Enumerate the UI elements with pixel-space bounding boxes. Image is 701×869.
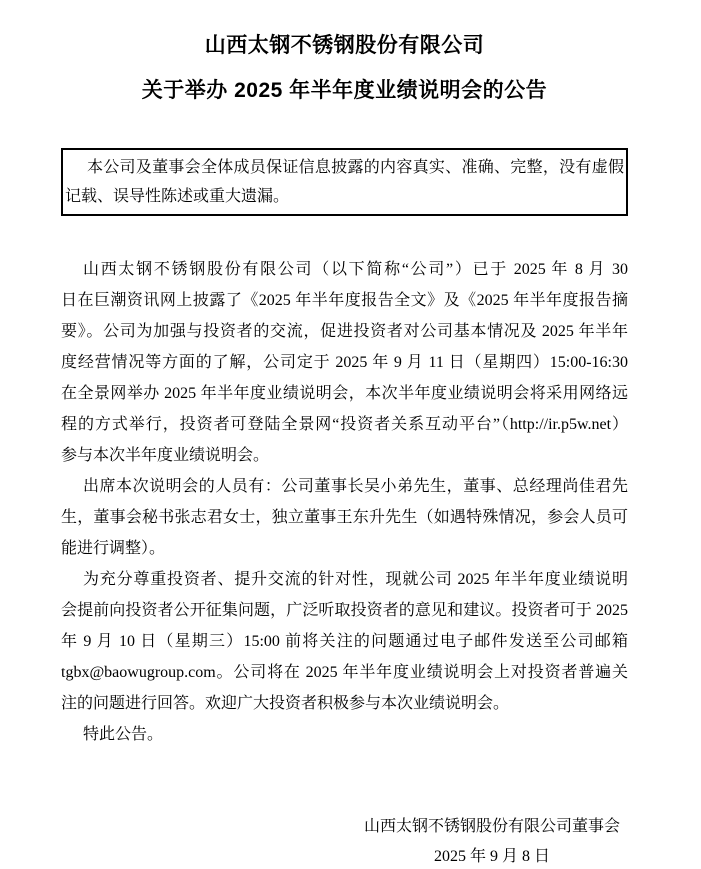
signature-company: 山西太钢不锈钢股份有限公司董事会 <box>363 818 620 835</box>
document-title: 山西太钢不锈钢股份有限公司 <box>204 34 485 57</box>
disclaimer-box <box>61 148 628 216</box>
paragraph-1-line-7: 参与本次半年度业绩说明会。 <box>61 447 270 464</box>
paragraph-1-line-2: 日在巨潮资讯网上披露了《2025 年半年度报告全文》及《2025 年半年度报告摘 <box>61 292 628 309</box>
paragraph-1-line-4: 度经营情况等方面的了解，公司定于 2025 年 9 月 11 日（星期四）15:00-16:30 <box>61 354 628 371</box>
paragraph-2-line-3: 能进行调整）。 <box>61 540 166 557</box>
signature-block <box>364 812 620 869</box>
disclaimer-line-1: 本公司及董事会全体成员保证信息披露的内容真实、准确、完整，没有虚假 <box>87 159 624 176</box>
paragraph-1-line-5: 在全景网举办 2025 年半年度业绩说明会，本次半年度业绩说明会将采用网络远 <box>61 385 628 402</box>
document-subtitle: 关于举办 2025 年半年度业绩说明会的公告 <box>141 79 548 102</box>
paragraph-3-line-3: 年 9 月 10 日（星期三）15:00 前将关注的问题通过电子邮件发送至公司邮箱 <box>61 633 628 650</box>
paragraph-3-line-4: tgbx@baowugroup.com。公司将在 2025 年半年度业绩说明会上对投资者普遍关 <box>61 664 628 681</box>
paragraph-1-line-1: 山西太钢不锈钢股份有限公司（以下简称“公司”）已于 2025 年 8 月 30 <box>83 261 628 278</box>
paragraph-2-line-2: 生，董事会秘书张志君女士，独立董事王东升先生（如遇特殊情况，参会人员可 <box>61 509 628 526</box>
paragraph-3-line-2: 会提前向投资者公开征集问题，广泛听取投资者的意见和建议。投资者可于 2025 <box>61 602 628 619</box>
paragraph-1-line-6: 程的方式举行，投资者可登陆全景网“投资者关系互动平台”（http://ir.p5w.net） <box>61 416 628 433</box>
paragraph-2-line-1: 出席本次说明会的人员有：公司董事长吴小弟先生，董事、总经理尚佳君先 <box>83 478 628 495</box>
closing-line: 特此公告。 <box>83 726 164 743</box>
paragraph-3-line-5: 注的问题进行回答。欢迎广大投资者积极参与本次业绩说明会。 <box>61 695 510 712</box>
signature-date: 2025 年 9 月 8 日 <box>433 848 550 865</box>
paragraph-1-line-3: 要》。公司为加强与投资者的交流，促进投资者对公司基本情况及 2025 年半年 <box>61 323 628 340</box>
paragraph-3-line-1: 为充分尊重投资者、提升交流的针对性，现就公司 2025 年半年度业绩说明 <box>83 571 628 588</box>
document-body <box>61 254 628 750</box>
disclaimer-line-2: 记载、误导性陈述或重大遗漏。 <box>65 188 290 205</box>
